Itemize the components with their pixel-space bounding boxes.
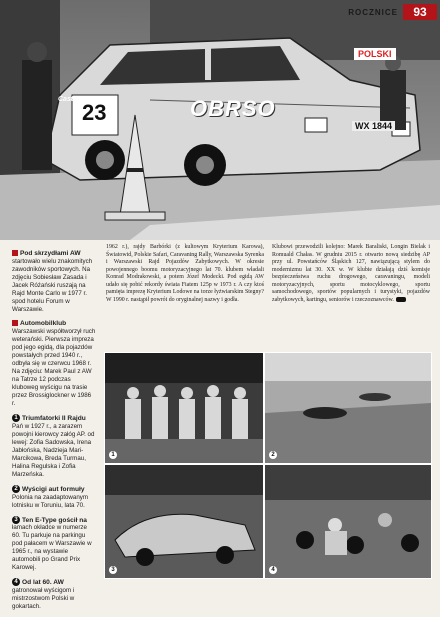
e-type-car-photo — [105, 465, 263, 578]
caption-title: Wyścigi aut formuły — [22, 485, 85, 493]
article-column-1: 1962 r.), rajdy Barbórki (z kultowym Kryterium Karowa), Światowid, Polskie Safari, Caravaning Rally, Warszawska Syrenka i Warszawski Rajd Pojazdów Zabytkowych. W okresie powojennego boomu motoryzacyjnego lat 70. klubem władali Konrad Modrakowski, a potem Józef Modecki. Pod egidą AW udało się pobić rekordy świata Fiatem 125p w 1973 r. A czy ktoś pamięta imprezę Kryterium Lodowe na torze łyżwiarskim Stegny? W 1990 r. nastąpił powrót do oryginalnej nazwy i godła. — [106, 244, 264, 303]
sponsor-small: Castrol — [58, 96, 83, 103]
caption-item — [12, 516, 96, 573]
caption-title: Ten E-Type gościł na — [22, 516, 87, 524]
article-column-2-text: Klubowi przewodzili kolejno: Marek Baraliski, Longin Bielak i Romuald Chałas. W grudniu 2015 r. otwarto nową siedzibę AP przy ul. Powstańców Śląskich 127, nawiązującą stylem do modernizmu lat 30. XX w. W klubie działają dziś komisje bezpieczeństwa ruchu drogowego, caravaningu, modeli motoryzacyjnych, sportu motocyklowego, sportu samochodowego, sportów popularnych i turystyki, pojazdów zabytkowych, kartingu, seniorów i rzeczoznawców. — [272, 244, 430, 303]
caption-text: Polonia na zaadaptowanym lotnisku w Toruniu, lata 70. — [12, 493, 89, 509]
photo-number-badge: 1 — [109, 451, 117, 459]
sponsor-text: OBRSO — [190, 96, 276, 121]
car-number: 23 — [82, 100, 107, 125]
photo-3-e-type — [104, 464, 264, 579]
square-bullet-icon — [12, 320, 18, 326]
sidebar — [12, 250, 96, 617]
article-column-2 — [272, 244, 430, 304]
caption-number: 2 — [12, 485, 20, 493]
section-label: ROCZNICE — [348, 8, 398, 17]
sidebar-item-text: Warszawski współtworzył ruch weterański. Pierwsza impreza pod jego egidą, dla pojazdów powstałych przed 1940 r., odbyła się w czerwcu 1968 r. Na zdjęciu: Marek Paul z AW na Tatrze 12 podczas kluboweg wyścigu na trasie przez Brossiglockner w 1986 r. — [12, 328, 96, 407]
caption-item — [12, 578, 96, 611]
background-banner: POLSKI — [354, 48, 396, 60]
page-number: 93 — [403, 4, 437, 20]
license-plate: WX 1844 — [352, 121, 395, 131]
photo-2-formula-race — [264, 352, 432, 464]
sidebar-item — [12, 320, 96, 408]
formula-race-photo — [265, 353, 431, 463]
sidebar-item-title: Pod skrzydłami AW — [12, 250, 96, 258]
caption-text: łamach okładce w numerze 60. Tu parkuje na parkingu pod pałacem w Warszawie w 1965 r., na wystawie automobili po Grand Prix Karowej. — [12, 524, 92, 572]
photo-number-badge: 3 — [109, 566, 117, 574]
caption-title: Triumfatorki II Rajdu — [22, 414, 86, 422]
end-mark-icon — [396, 297, 406, 302]
hero-photo — [0, 0, 440, 240]
caption-item — [12, 414, 96, 479]
photo-number-badge: 2 — [269, 451, 277, 459]
square-bullet-icon — [12, 250, 18, 256]
sidebar-item — [12, 250, 96, 314]
women-drivers-photo — [105, 353, 263, 463]
caption-text: gatronował wyścigom i mistrzostwom Polski w gokartach. — [12, 587, 75, 610]
photo-number-badge: 4 — [269, 566, 277, 574]
caption-number: 4 — [12, 578, 20, 586]
caption-number: 1 — [12, 414, 20, 422]
sidebar-item-title: Automobilklub — [12, 320, 96, 328]
caption-title: Od lat 60. AW — [22, 579, 64, 586]
sidebar-item-text: startowało wielu znakomitych zawodników sportowych. Na zdjęciu Sobiesław Zasada i Jacek Różański ruszają na Rajd Monte Carlo w 1977 r. spod hotelu Forum w Warszawie. — [12, 258, 93, 313]
photo-1-women-drivers — [104, 352, 264, 464]
caption-item — [12, 485, 96, 510]
caption-text: Pań w 1927 r., a zarazem powojni kierowcy załóg AP. od lewej: Zofia Sadowska, Irena Jabłońska, Nadzieja Mari-Marcikowa, Breda Turmau, Halina Regulska i Zofia Marzeńska. — [12, 422, 95, 478]
caption-number: 3 — [12, 516, 20, 524]
karting-photo — [265, 465, 431, 578]
photo-4-karting — [264, 464, 432, 579]
